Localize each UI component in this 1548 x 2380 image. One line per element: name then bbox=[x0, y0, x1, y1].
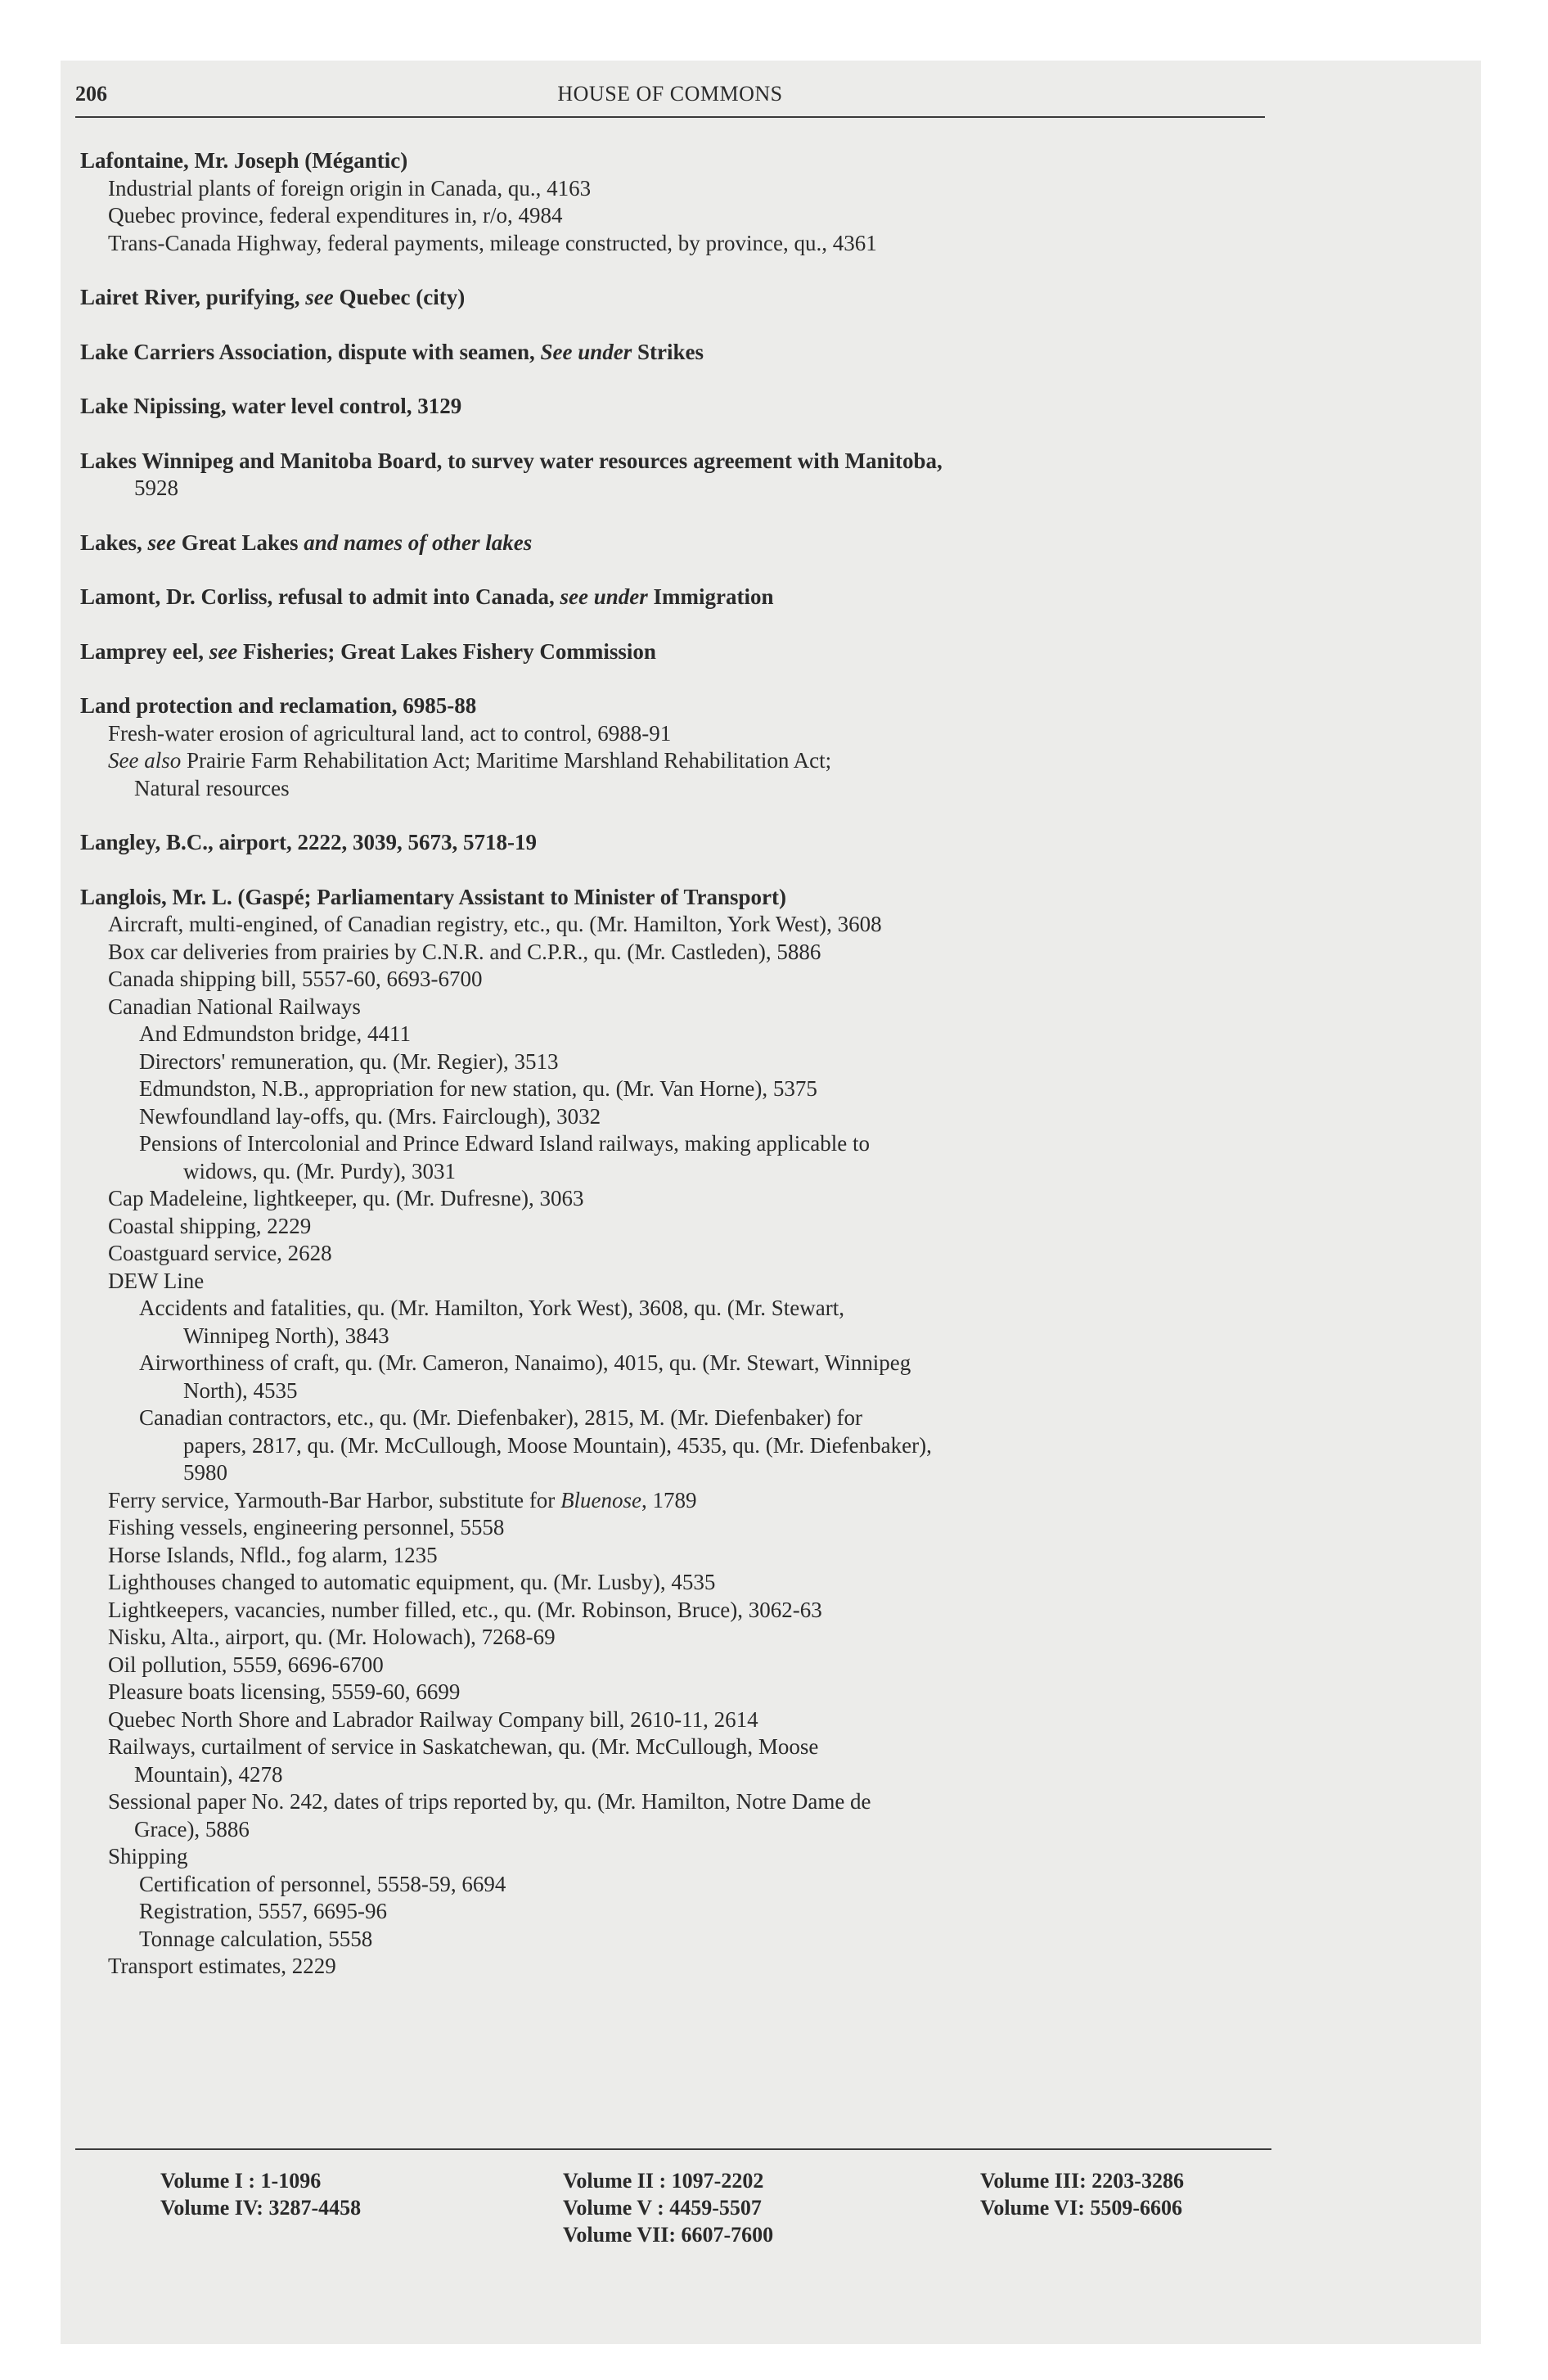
text-run: see under bbox=[560, 584, 648, 609]
entry-subline bbox=[80, 720, 1291, 748]
entry-subline bbox=[80, 175, 1291, 203]
entry-subline bbox=[80, 1377, 1291, 1405]
entry-subline bbox=[80, 202, 1291, 230]
text-run: Pensions of Intercolonial and Prince Edward Island railways, making applicable to bbox=[139, 1131, 871, 1156]
text-run: Aircraft, multi-engined, of Canadian registry, etc., qu. (Mr. Hamilton, York West), 3608 bbox=[108, 912, 882, 936]
entry-heading bbox=[80, 692, 1291, 720]
text-run: Cap Madeleine, lightkeeper, qu. (Mr. Dufresne), 3063 bbox=[108, 1186, 584, 1210]
entry-subline bbox=[80, 1706, 1291, 1734]
entry-subline bbox=[80, 1569, 1291, 1597]
text-run: Strikes bbox=[632, 339, 704, 364]
text-run: Langley, B.C. bbox=[80, 830, 209, 854]
text-run: Lakes bbox=[80, 530, 137, 555]
entry-subline bbox=[80, 1953, 1291, 1981]
text-run: 5980 bbox=[183, 1460, 227, 1485]
text-run: Winnipeg North), 3843 bbox=[183, 1323, 389, 1348]
entry-subline bbox=[80, 1268, 1291, 1296]
entry-heading bbox=[80, 393, 1291, 421]
index-entry bbox=[80, 584, 1291, 611]
text-run: Horse Islands, Nfld., fog alarm, 1235 bbox=[108, 1542, 438, 1567]
entry-subline bbox=[80, 911, 1291, 939]
text-run: see bbox=[209, 638, 238, 664]
entry-subline bbox=[80, 1075, 1291, 1103]
entry-subline bbox=[80, 230, 1291, 258]
entry-subline bbox=[80, 966, 1291, 994]
text-run: Box car deliveries from prairies by C.N.R. and C.P.R., qu. (Mr. Castleden), 5886 bbox=[108, 939, 821, 964]
text-run: Canada shipping bill, 5557-60, 6693-6700 bbox=[108, 967, 483, 991]
text-run: Bluenose bbox=[560, 1487, 642, 1512]
text-run: , 6985-88 bbox=[391, 693, 477, 718]
volume-column-2 bbox=[563, 2167, 773, 2248]
text-run: Lighthouses changed to automatic equipment, qu. (Mr. Lusby), 4535 bbox=[108, 1570, 716, 1594]
text-run: Edmundston, N.B., appropriation for new station, qu. (Mr. Van Horne), 5375 bbox=[139, 1076, 817, 1101]
volume-label: Volume II : 1097-2202 bbox=[563, 2169, 764, 2193]
text-run: Fresh-water erosion of agricultural land, act to control, 6988-91 bbox=[108, 720, 672, 746]
text-run: And Edmundston bridge, 4411 bbox=[139, 1021, 411, 1046]
volume-label: Volume I : 1-1096 bbox=[160, 2169, 322, 2193]
entry-subline bbox=[80, 939, 1291, 967]
volume-column-3 bbox=[980, 2167, 1184, 2221]
text-run: Nisku, Alta., airport, qu. (Mr. Holowach), 7268-69 bbox=[108, 1625, 556, 1649]
text-run: Great Lakes bbox=[176, 530, 304, 555]
text-run: Prairie Farm Rehabilitation Act; Maritime Marshland Rehabilitation Act; bbox=[181, 748, 832, 773]
entry-subline bbox=[80, 1103, 1291, 1131]
text-run: 5928 bbox=[134, 476, 178, 500]
text-run: Transport estimates, 2229 bbox=[108, 1954, 336, 1978]
text-run: Ferry service, Yarmouth-Bar Harbor, substitute for bbox=[108, 1487, 561, 1512]
entry-heading bbox=[80, 530, 1291, 557]
text-run: Quebec province, federal expenditures in, r/o, 4984 bbox=[108, 203, 563, 228]
entry-subline bbox=[80, 1597, 1291, 1625]
text-run: , to survey water resources agreement with Manitoba, bbox=[436, 448, 943, 473]
text-run: Airworthiness of craft, qu. (Mr. Cameron, Nanaimo), 4015, qu. (Mr. Stewart, Winnipeg bbox=[139, 1350, 911, 1375]
text-run: , 1789 bbox=[641, 1487, 697, 1512]
text-run: (Gaspé; Parliamentary Assistant to Minister of Transport) bbox=[232, 884, 786, 909]
text-run: See under bbox=[540, 339, 632, 364]
entry-subline bbox=[80, 475, 1291, 503]
entry-subline bbox=[80, 1021, 1291, 1048]
entry-subline bbox=[80, 1733, 1291, 1761]
text-run: Accidents and fatalities, qu. (Mr. Hamilton, York West), 3608, qu. (Mr. Stewart, bbox=[139, 1296, 844, 1320]
text-run: , dispute with seamen, bbox=[326, 339, 541, 364]
footer-rule bbox=[75, 2148, 1271, 2150]
volume-column-1 bbox=[160, 2167, 361, 2221]
entry-subline bbox=[80, 1542, 1291, 1570]
text-run: , water level control, 3129 bbox=[220, 394, 462, 418]
entry-subline bbox=[80, 1871, 1291, 1899]
entry-subline bbox=[80, 1761, 1291, 1789]
text-run: DEW Line bbox=[108, 1268, 205, 1293]
text-run: Canadian National Railways bbox=[108, 994, 361, 1019]
entry-subline bbox=[80, 1158, 1291, 1186]
text-run: Lairet River bbox=[80, 285, 196, 309]
entry-heading bbox=[80, 448, 1291, 476]
entry-heading bbox=[80, 147, 1291, 175]
entry-heading bbox=[80, 339, 1291, 367]
text-run: widows, qu. (Mr. Purdy), 3031 bbox=[183, 1158, 457, 1183]
text-run: and names of other lakes bbox=[304, 530, 533, 555]
index-content bbox=[80, 147, 1291, 2008]
index-entry bbox=[80, 393, 1291, 421]
text-run: papers, 2817, qu. (Mr. McCullough, Moose Mountain), 4535, qu. (Mr. Diefenbaker), bbox=[183, 1432, 932, 1458]
text-run: Lake Carriers Association bbox=[80, 339, 327, 364]
entry-subline bbox=[80, 747, 1291, 775]
text-run: Lafontaine, Mr. Joseph bbox=[80, 148, 299, 173]
index-entry bbox=[80, 829, 1291, 857]
entry-subline bbox=[80, 1213, 1291, 1241]
page-header bbox=[75, 75, 1265, 118]
volume-label: Volume IV: 3287-4458 bbox=[160, 2196, 362, 2220]
volume-label: Volume V : 4459-5507 bbox=[563, 2196, 762, 2220]
entry-heading bbox=[80, 829, 1291, 857]
text-run: Sessional paper No. 242, dates of trips reported by, qu. (Mr. Hamilton, Notre Dame de bbox=[108, 1789, 871, 1814]
entry-subline bbox=[80, 1130, 1291, 1158]
entry-subline bbox=[80, 775, 1291, 803]
text-run: Oil pollution, 5559, 6696-6700 bbox=[108, 1652, 384, 1677]
text-run: (Mégantic) bbox=[299, 148, 408, 173]
text-run: See also bbox=[108, 748, 182, 773]
index-entry bbox=[80, 339, 1291, 367]
text-run: Newfoundland lay-offs, qu. (Mrs. Fairclough), 3032 bbox=[139, 1103, 601, 1129]
text-run: Tonnage calculation, 5558 bbox=[139, 1926, 373, 1951]
text-run: Quebec (city) bbox=[333, 285, 466, 309]
entry-heading bbox=[80, 638, 1291, 666]
entry-subline bbox=[80, 1926, 1291, 1954]
entry-subline bbox=[80, 1514, 1291, 1542]
index-entry bbox=[80, 692, 1291, 802]
entry-subline bbox=[80, 1240, 1291, 1268]
entry-subline bbox=[80, 1185, 1291, 1213]
entry-subline bbox=[80, 1788, 1291, 1816]
text-run: Registration, 5557, 6695-96 bbox=[139, 1899, 387, 1923]
entry-subline bbox=[80, 1404, 1291, 1432]
text-run: Mountain), 4278 bbox=[134, 1761, 283, 1787]
text-run: Fishing vessels, engineering personnel, 5558 bbox=[108, 1515, 505, 1539]
text-run: Coastal shipping, 2229 bbox=[108, 1213, 312, 1238]
entry-subline bbox=[80, 1432, 1291, 1460]
text-run: Quebec North Shore and Labrador Railway Company bill, 2610-11, 2614 bbox=[108, 1706, 758, 1732]
text-run: , bbox=[198, 638, 209, 664]
text-run: see bbox=[147, 530, 177, 555]
entry-subline bbox=[80, 994, 1291, 1021]
text-run: Certification of personnel, 5558-59, 6694 bbox=[139, 1871, 506, 1896]
text-run: Land protection and reclamation bbox=[80, 693, 392, 718]
entry-subline bbox=[80, 1624, 1291, 1652]
entry-heading bbox=[80, 584, 1291, 611]
text-run: Industrial plants of foreign origin in Canada, qu., 4163 bbox=[108, 175, 592, 201]
text-run: Lamprey eel bbox=[80, 638, 199, 664]
index-entry bbox=[80, 147, 1291, 257]
text-run: North), 4535 bbox=[183, 1377, 298, 1403]
text-run: see bbox=[305, 285, 334, 309]
entry-heading bbox=[80, 884, 1291, 912]
entry-subline bbox=[80, 1652, 1291, 1679]
running-title: HOUSE OF COMMONS bbox=[557, 82, 783, 106]
page-number: 206 bbox=[75, 82, 107, 106]
text-run: Lamont bbox=[80, 584, 155, 609]
entry-subline bbox=[80, 1898, 1291, 1926]
entry-subline bbox=[80, 1048, 1291, 1076]
text-run: Coastguard service, 2628 bbox=[108, 1241, 332, 1265]
text-run: Langlois, Mr. L. bbox=[80, 884, 232, 909]
entry-heading bbox=[80, 284, 1291, 312]
entry-subline bbox=[80, 1679, 1291, 1706]
index-entry bbox=[80, 284, 1291, 312]
entry-subline bbox=[80, 1323, 1291, 1350]
text-run: Immigration bbox=[647, 584, 774, 609]
index-entry bbox=[80, 530, 1291, 557]
entry-subline bbox=[80, 1350, 1291, 1377]
volume-label: Volume VI: 5509-6606 bbox=[980, 2196, 1183, 2220]
text-run: Pleasure boats licensing, 5559-60, 6699 bbox=[108, 1679, 461, 1704]
text-run: Natural resources bbox=[134, 775, 290, 800]
index-entry bbox=[80, 448, 1291, 503]
volume-label: Volume III: 2203-3286 bbox=[980, 2169, 1184, 2193]
text-run: Directors' remuneration, qu. (Mr. Regier), 3513 bbox=[139, 1048, 559, 1074]
text-run: Canadian contractors, etc., qu. (Mr. Diefenbaker), 2815, M. (Mr. Diefenbaker) for bbox=[139, 1405, 862, 1430]
text-run: Railways, curtailment of service in Saskatchewan, qu. (Mr. McCullough, Moose bbox=[108, 1734, 819, 1759]
text-run: Lake Nipissing bbox=[80, 394, 221, 418]
index-entry bbox=[80, 884, 1291, 1981]
entry-subline bbox=[80, 1459, 1291, 1487]
index-entry bbox=[80, 638, 1291, 666]
entry-subline bbox=[80, 1295, 1291, 1323]
text-run: Trans-Canada Highway, federal payments, mileage constructed, by province, qu., 4361 bbox=[108, 230, 877, 255]
text-run: , purifying, bbox=[195, 285, 306, 309]
entry-subline bbox=[80, 1487, 1291, 1515]
volume-label: Volume VII: 6607-7600 bbox=[563, 2223, 774, 2247]
text-run: Grace), 5886 bbox=[134, 1816, 250, 1841]
text-run: , airport, 2222, 3039, 5673, 5718-19 bbox=[208, 830, 537, 854]
text-run: Fisheries; Great Lakes Fishery Commission bbox=[237, 638, 656, 664]
text-run: , bbox=[137, 530, 148, 555]
text-run: Lakes Winnipeg and Manitoba Board bbox=[80, 448, 437, 473]
text-run: Shipping bbox=[108, 1844, 188, 1868]
text-run: , Dr. Corliss, refusal to admit into Canada, bbox=[155, 584, 560, 609]
entry-subline bbox=[80, 1816, 1291, 1844]
entry-subline bbox=[80, 1843, 1291, 1871]
text-run: Lightkeepers, vacancies, number filled, etc., qu. (Mr. Robinson, Bruce), 3062-63 bbox=[108, 1597, 822, 1622]
